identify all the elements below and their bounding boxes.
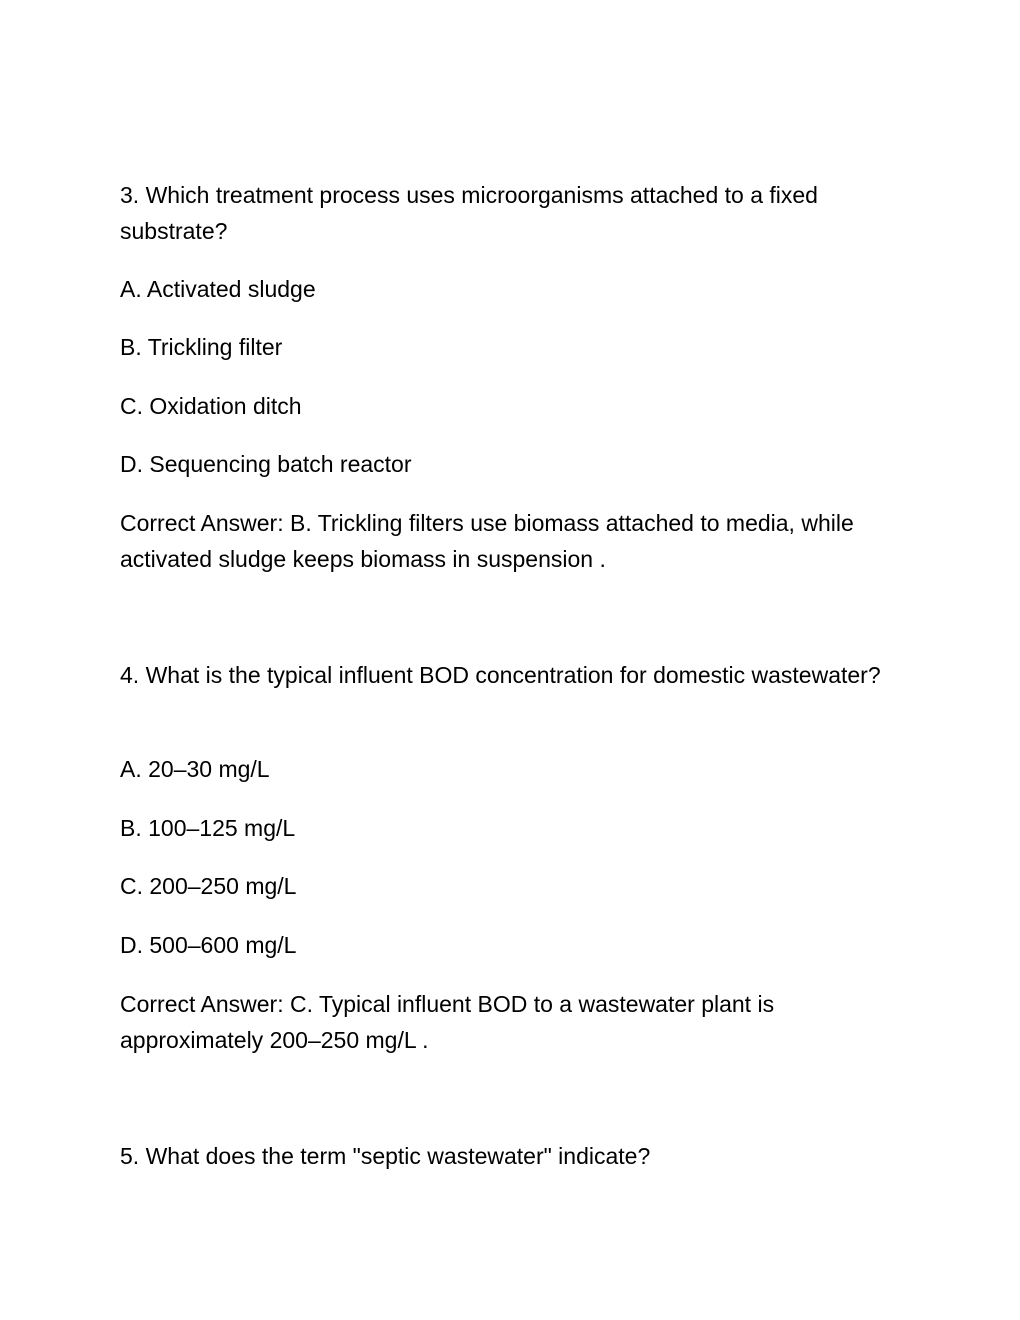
question-3-option-d: D. Sequencing batch reactor (120, 451, 412, 477)
question-4-answer: Correct Answer: C. Typical influent BOD to a wastewater plant is approximately 200–250 mg/L . (120, 991, 775, 1053)
question-4-option-a: A. 20–30 mg/L (120, 756, 270, 782)
question-4-option-c: C. 200–250 mg/L (120, 873, 297, 899)
question-4-option-d: D. 500–600 mg/L (120, 932, 297, 958)
question-3-option-c: C. Oxidation ditch (120, 393, 302, 419)
question-5-stem: 5. What does the term "septic wastewater" indicate? (120, 1143, 651, 1169)
question-3-option-b: B. Trickling filter (120, 334, 283, 360)
question-4-option-b: B. 100–125 mg/L (120, 815, 296, 841)
question-3-stem: 3. Which treatment process uses microorganisms attached to a fixed substrate? (120, 182, 818, 244)
question-3-answer: Correct Answer: B. Trickling filters use biomass attached to media, while activated sludge keeps biomass in suspension . (120, 510, 854, 572)
question-3-option-a: A. Activated sludge (120, 276, 316, 302)
question-4-stem: 4. What is the typical influent BOD concentration for domestic wastewater? (120, 662, 881, 688)
